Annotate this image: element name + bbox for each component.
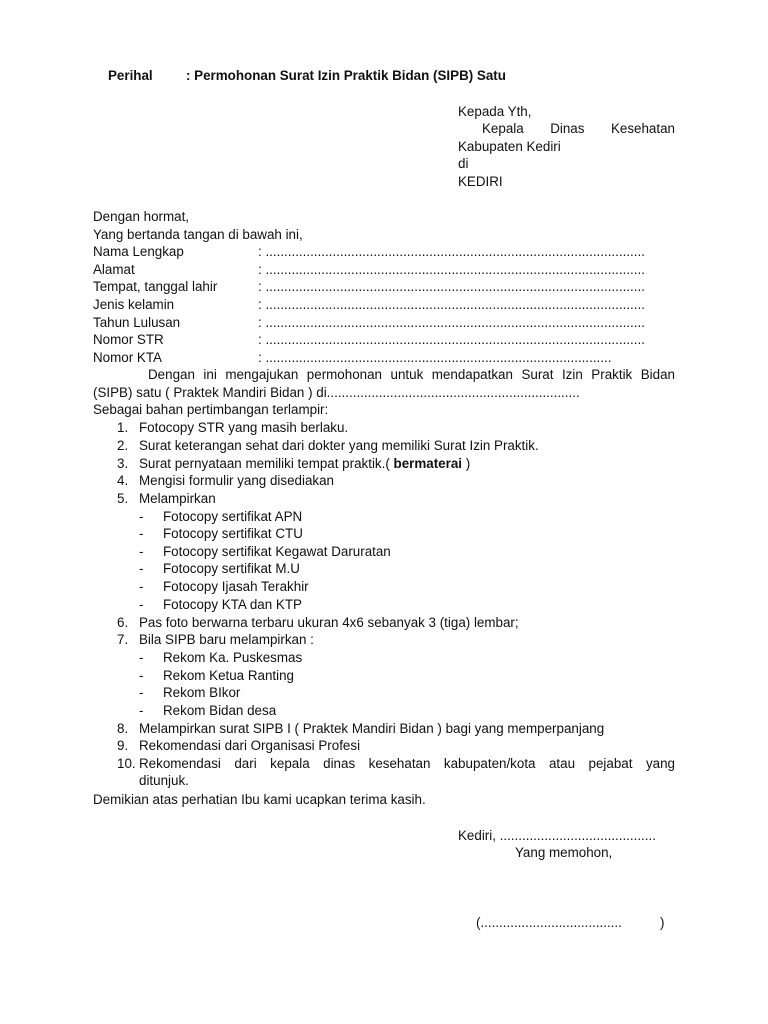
sub-dash: - — [139, 526, 144, 541]
sub-item-village-midwife: Rekom Bidan desa — [163, 703, 277, 718]
greeting: Dengan hormat, — [93, 209, 190, 224]
field-value-address: : ...................................................................................................... — [258, 262, 645, 277]
list-number-8: 8. — [117, 721, 129, 736]
sub-dash: - — [139, 597, 144, 612]
sub-item-bikor: Rekom BIkor — [163, 685, 241, 700]
recipient-title-word-3: Kesehatan — [610, 121, 675, 136]
sub-item-mu: Fotocopy sertifikat M.U — [163, 561, 300, 576]
field-value-gender: : ...................................................................................................... — [258, 297, 645, 312]
field-value-kta: : ............................................................................................. — [258, 350, 612, 365]
sub-item-kta-ktp: Fotocopy KTA dan KTP — [163, 597, 302, 612]
list-number-2: 2. — [117, 438, 129, 453]
list-item-9: Rekomendasi dari Organisasi Profesi — [139, 738, 361, 753]
field-label-name: Nama Lengkap — [93, 244, 184, 259]
sub-dash: - — [139, 703, 144, 718]
signature-line: (...................................... — [476, 915, 622, 930]
field-value-graduation: : ...................................................................................................... — [258, 315, 645, 330]
signature-line-close: ) — [660, 915, 665, 930]
field-value-birth: : ...................................................................................................... — [258, 279, 645, 294]
intro-line: Yang bertanda tangan di bawah ini, — [93, 227, 303, 242]
list-item-5: Melampirkan — [139, 491, 216, 506]
sub-dash: - — [139, 544, 144, 559]
field-label-graduation: Tahun Lulusan — [93, 315, 181, 330]
list-number-3: 3. — [117, 456, 129, 471]
field-label-birth: Tempat, tanggal lahir — [93, 279, 218, 294]
recipient-title-word-2: Dinas — [550, 121, 585, 136]
sub-item-puskesmas: Rekom Ka. Puskesmas — [163, 650, 303, 665]
recipient-title — [482, 121, 675, 136]
list-item-7: Bila SIPB baru melampirkan : — [139, 632, 314, 647]
recipient-salutation: Kepada Yth, — [458, 104, 532, 119]
stamp-duty-note: bermaterai — [393, 456, 463, 471]
field-label-address: Alamat — [93, 262, 135, 277]
list-item-10: Rekomendasi dari kepala dinas kesehatan kabupaten/kota atau pejabat yang — [139, 756, 675, 771]
sub-item-ctu: Fotocopy sertifikat CTU — [163, 526, 303, 541]
field-label-str: Nomor STR — [93, 332, 164, 347]
sub-item-diploma: Fotocopy Ijasah Terakhir — [163, 579, 309, 594]
list-item-6: Pas foto berwarna terbaru ukuran 4x6 sebanyak 3 (tiga) lembar; — [139, 615, 519, 630]
recipient-city: KEDIRI — [458, 174, 503, 189]
list-item-2: Surat keterangan sehat dari dokter yang memiliki Surat Izin Praktik. — [139, 438, 539, 453]
list-number-4: 4. — [117, 473, 129, 488]
sub-dash: - — [139, 579, 144, 594]
recipient-region: Kabupaten Kediri — [458, 139, 561, 154]
request-line-2: (SIPB) satu ( Praktek Mandiri Bidan ) di.................................................................... — [93, 385, 580, 400]
list-number-5: 5. — [117, 491, 129, 506]
list-item-10-continued: ditunjuk. — [139, 773, 189, 788]
field-label-kta: Nomor KTA — [93, 350, 162, 365]
closing-thanks: Demikian atas perhatian Ibu kami ucapkan terima kasih. — [93, 792, 426, 807]
sub-dash: - — [139, 668, 144, 683]
field-value-str: : ...................................................................................................... — [258, 332, 645, 347]
list-item-1: Fotocopy STR yang masih berlaku. — [139, 420, 349, 435]
sub-dash: - — [139, 509, 144, 524]
perihal-subject: : Permohonan Surat Izin Praktik Bidan (SIPB) Satu — [186, 68, 506, 83]
list-number-10: 10. — [117, 756, 136, 771]
field-value-name: : ...................................................................................................... — [258, 244, 645, 259]
list-number-7: 7. — [117, 632, 129, 647]
list-item-3 — [139, 456, 470, 471]
applicant-label: Yang memohon, — [515, 845, 613, 860]
list-number-6: 6. — [117, 615, 129, 630]
list-item-3-text: Surat pernyataan memiliki tempat praktik.( — [139, 456, 394, 471]
attachment-intro: Sebagai bahan pertimbangan terlampir: — [93, 402, 329, 417]
list-number-1: 1. — [117, 420, 129, 435]
sub-dash: - — [139, 650, 144, 665]
list-item-8: Melampirkan surat SIPB I ( Praktek Mandiri Bidan ) bagi yang memperpanjang — [139, 721, 605, 736]
list-item-3-close: ) — [462, 456, 471, 471]
recipient-title-word-1: Kepala — [482, 121, 524, 136]
sub-dash: - — [139, 685, 144, 700]
field-label-gender: Jenis kelamin — [93, 297, 175, 312]
list-number-9: 9. — [117, 738, 129, 753]
sub-item-ranting: Rekom Ketua Ranting — [163, 668, 295, 683]
sub-item-apn: Fotocopy sertifikat APN — [163, 509, 303, 524]
perihal-label: Perihal — [108, 68, 153, 83]
recipient-di: di — [458, 156, 469, 171]
sub-dash: - — [139, 561, 144, 576]
request-line-1: Dengan ini mengajukan permohonan untuk mendapatkan Surat Izin Praktik Bidan — [148, 367, 675, 382]
place-date: Kediri, .......................................... — [458, 828, 656, 843]
list-item-4: Mengisi formulir yang disediakan — [139, 473, 335, 488]
sub-item-emergency: Fotocopy sertifikat Kegawat Daruratan — [163, 544, 391, 559]
